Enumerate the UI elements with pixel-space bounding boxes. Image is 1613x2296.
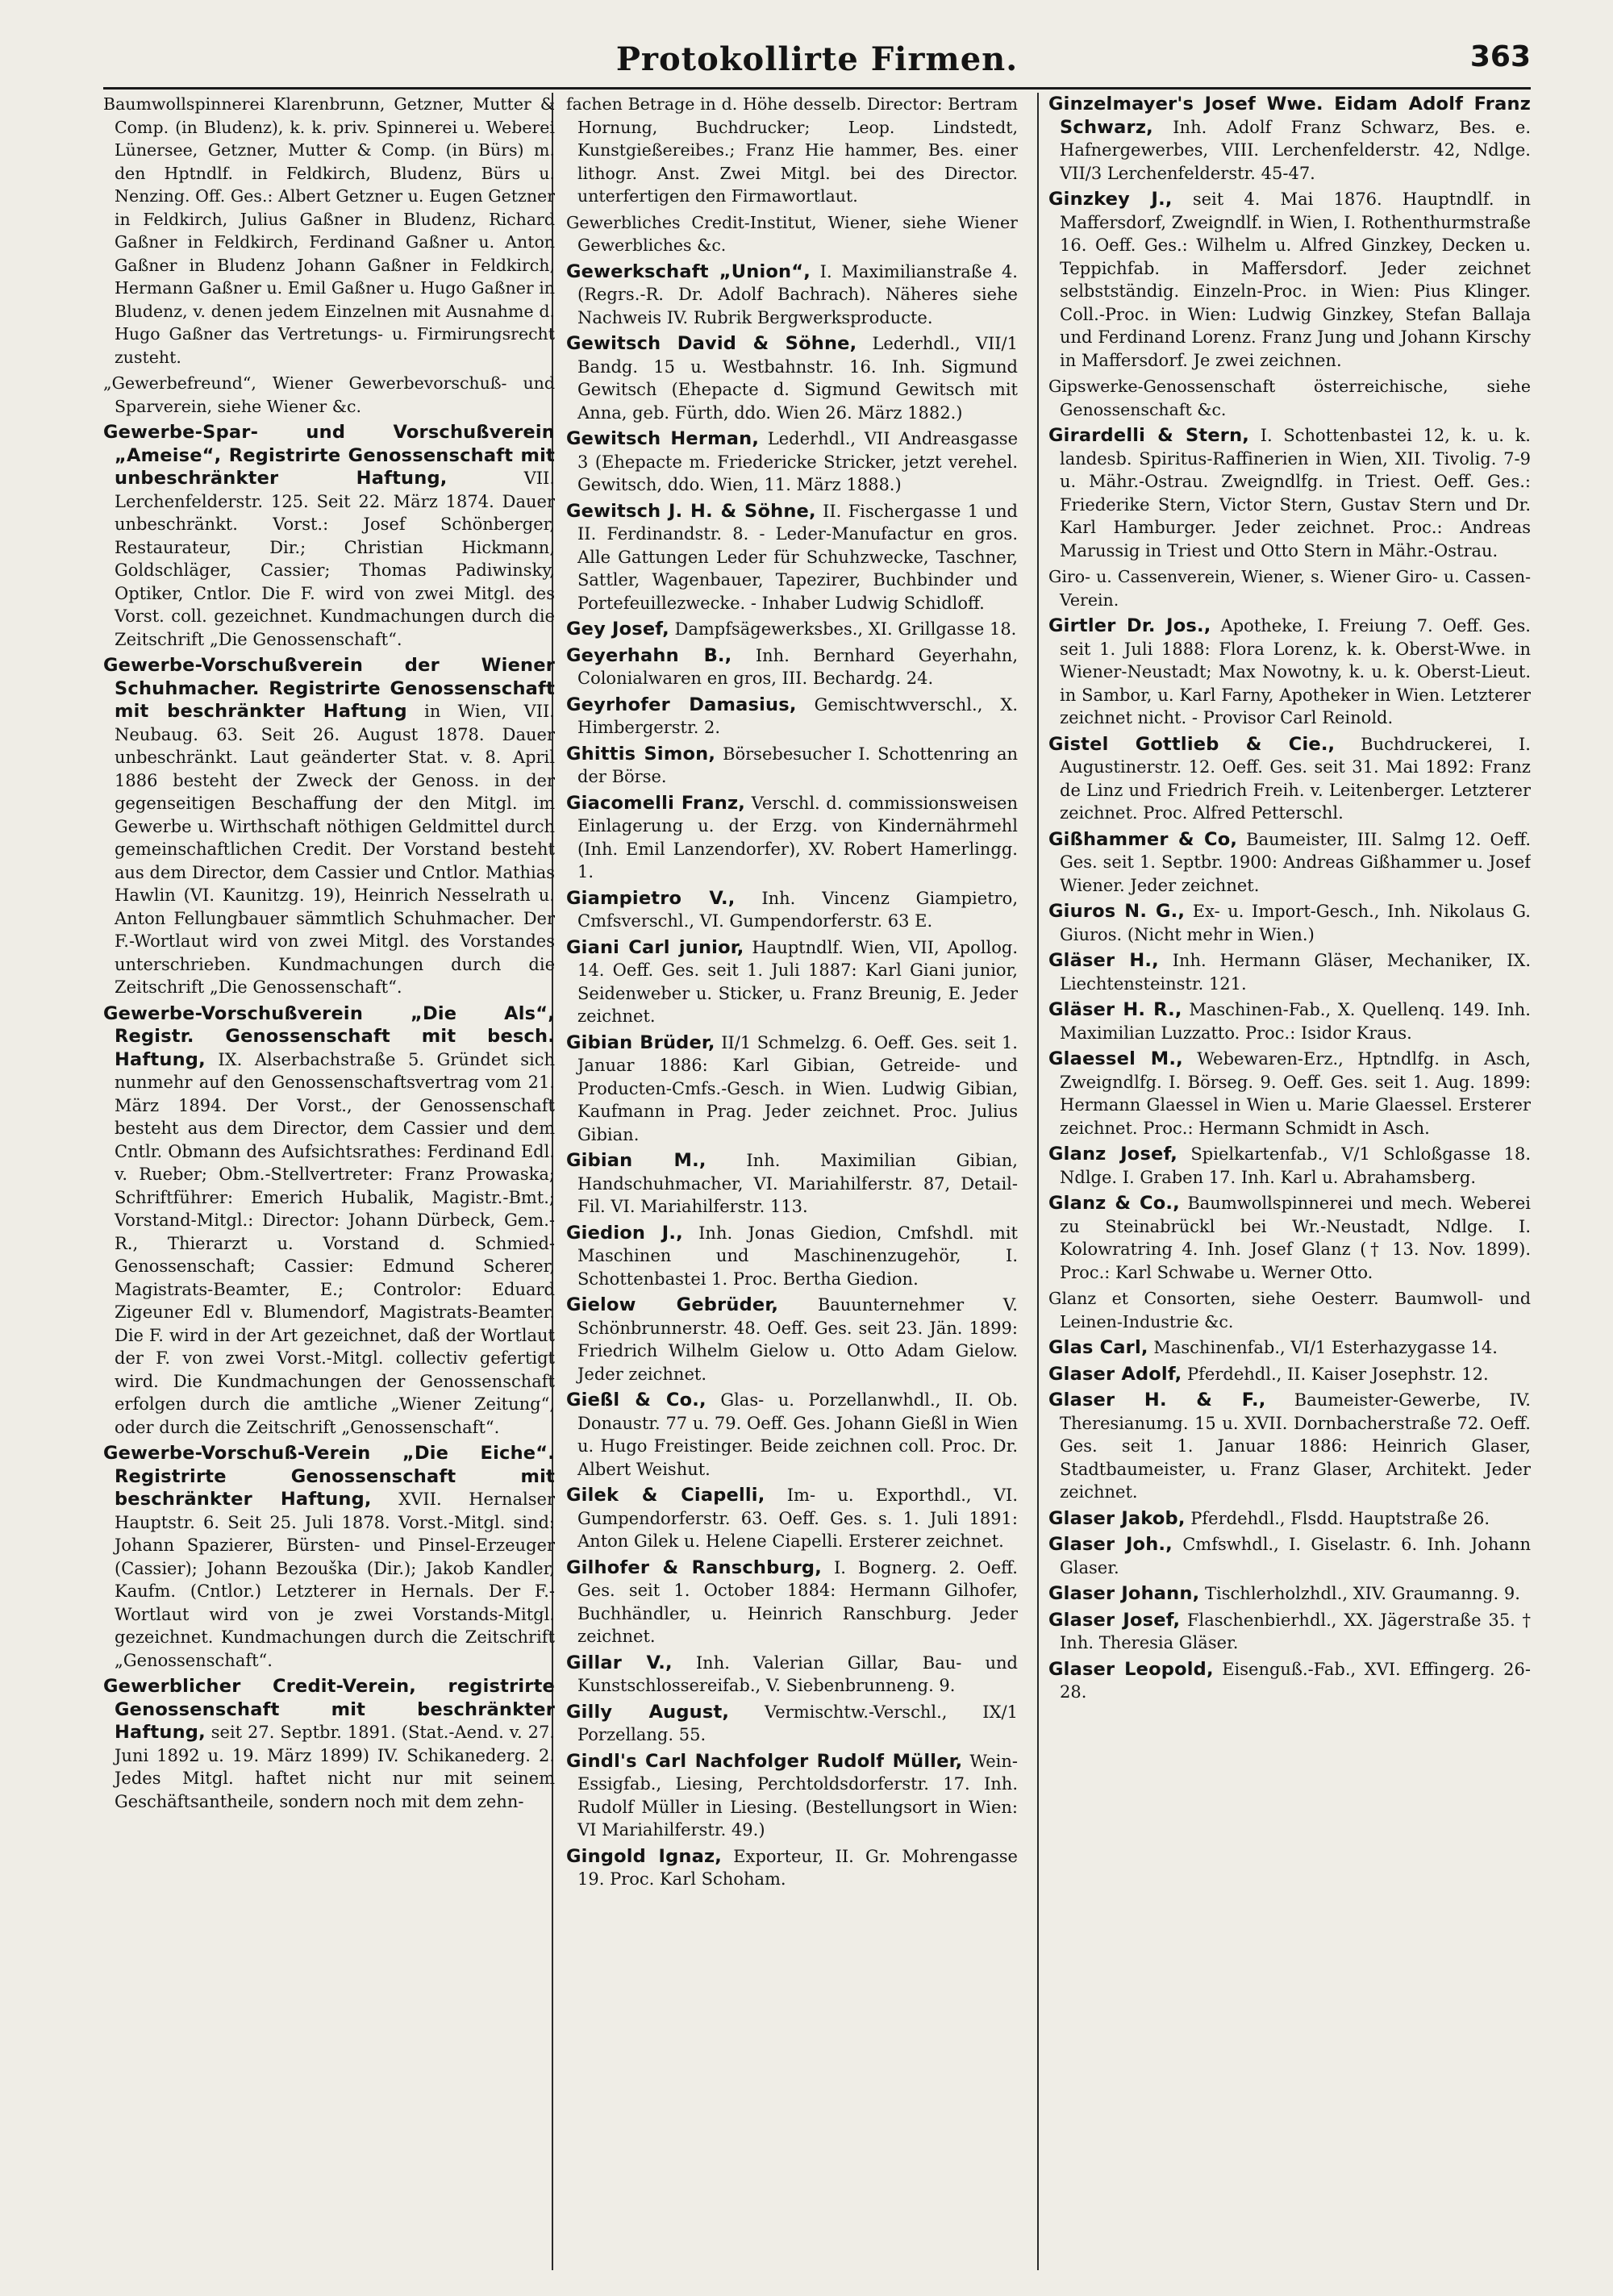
firm-name: Geyrhofer Damasius, [566, 694, 797, 715]
firm-name: Gißhammer & Co, [1048, 828, 1238, 850]
directory-entry [1048, 1363, 1531, 1386]
directory-entry [566, 1389, 1018, 1481]
directory-entry [1048, 1658, 1531, 1704]
entry-text: seit 4. Mai 1876. Hauptndlf. in Maffersdorf, Zweigndlf. in Wien, I. Rothenthurmstraße 16. Oeff. Ges.: Wilhelm u. Alfred Ginzkey, Decken u. Teppichfab. in Maffersdorf. Jeder zeichnet selbstständig. Einzeln-Proc. in Wien: Pius Klinger. Coll.-Proc. in Wien: Ludwig Ginzkey, Stefan Ballaja und Ferdinand Lorenz. Franz Jung und Johann Kirschy in Maffersdorf. Je zwei zeichnen. [1060, 190, 1531, 370]
firm-name: Gewerbe-Vorschußverein der Wiener Schuhmacher. Registrirte Genossenschaft mit beschränkter Haftung [103, 655, 555, 722]
directory-entry [566, 1484, 1018, 1553]
firm-name: Glanz & Co., [1048, 1193, 1180, 1214]
firm-name: Gewerbe-Spar- und Vorschußverein „Ameise“, Registrirte Genossenschaft mit unbeschränkter Haftung, [103, 422, 555, 489]
directory-entry [1048, 1048, 1531, 1140]
directory-entry [566, 1750, 1018, 1842]
firm-name: Gewerbe-Vorschußverein „Die Als“, Registr. Genossenschaft mit besch. Haftung, [103, 1002, 555, 1070]
firm-name: Gewitsch David & Söhne, [566, 333, 857, 354]
directory-entry [1048, 93, 1531, 185]
entry-text: Ex- u. Import-Gesch., Inh. Nikolaus G. Giuros. (Nicht mehr in Wien.) [1060, 902, 1531, 944]
firm-name: Glaser Joh., [1048, 1534, 1173, 1555]
entry-text: seit 27. Septbr. 1891. (Stat.-Aend. v. 27. Juni 1892 u. 19. März 1899) IV. Schikanederg. 2. Jedes Mitgl. haftet nicht nur mit seinem Geschäftsantheile, sondern noch mit dem zehn- [115, 1723, 555, 1811]
entry-text: I. Maximilianstraße 4. (Regrs.-R. Dr. Adolf Bachrach). Näheres siehe Nachweis IV. Rubrik Bergwerksproducte. [577, 261, 1018, 327]
entry-text: Gewerbliches Credit-Institut, Wiener, siehe Wiener Gewerbliches &c. [566, 212, 1018, 255]
entry-text: Lederhdl., VII/1 Bandg. 15 u. Westbahnstr. 16. Inh. Sigmund Gewitsch (Ehepacte d. Sigmund Gewitsch mit Anna, geb. Fürth, ddo. Wien 26. März 1882.) [577, 334, 1018, 423]
entry-text: I. Bognerg. 2. Oeff. Ges. seit 1. October 1884: Hermann Gilhofer, Buchhändler, u. Heinrich Ranschburg. Jeder zeichnet. [577, 1557, 1018, 1646]
entry-text: Baumeister-Gewerbe, IV. Theresianumg. 15 u. XVII. Dornbacherstraße 72. Oeff. Ges. seit 1. Januar 1886: Heinrich Glaser, Stadtbaumeister, u. Franz Glaser, Architekt. Jeder zeichnet. [1060, 1390, 1531, 1502]
directory-entry [1048, 1533, 1531, 1579]
firm-name: Gewerblicher Credit-Verein, registrirte Genossenschaft mit beschränkter Haftung, [103, 1676, 555, 1743]
firm-name: Glaser Adolf, [1048, 1363, 1182, 1385]
firm-name: Giedion J., [566, 1222, 683, 1244]
entry-text: II. Fischergasse 1 und II. Ferdinandstr. 8. - Leder-Manufactur en gros. Alle Gattungen Leder für Schuhzwecke, Taschner, Sattler, Wagenbauer, Tapezirer, Buchbinder und Portefeuillezwecke. - Inhaber Ludwig Schidloff. [577, 501, 1018, 613]
directory-entry [566, 644, 1018, 690]
firm-name: Glaser Josef, [1048, 1609, 1181, 1631]
directory-entry [1048, 1336, 1531, 1360]
entry-text: VII. Lerchenfelderstr. 125. Seit 22. März 1874. Dauer unbeschränkt. Vorst.: Josef Schönberger, Restaurateur, Dir.; Christian Hickmann, Goldschläger, Cassier; Thomas Padiwinsky, Optiker, Cntlor. Die F. wird von zwei Mitgl. des Vorst. coll. gezeichnet. Kundmachungen durch die Zeitschrift „Die Genossenschaft“. [115, 469, 555, 649]
entry-text: Lederhdl., VII Andreasgasse 3 (Ehepacte m. Friedericke Stricker, jetzt verehel. Gewitsch, ddo. Wien, 11. März 1888.) [577, 429, 1018, 494]
firm-name: Gilek & Ciapelli, [566, 1485, 765, 1506]
entry-text: Glas- u. Porzellanwhdl., II. Ob. Donaustr. 77 u. 79. Oeff. Ges. Johann Gießl in Wien u. Hugo Freistinger. Beide zeichnen coll. Proc. Dr. Albert Weishut. [577, 1390, 1018, 1479]
entry-text: Baumeister, III. Salmg 12. Oeff. Ges. seit 1. Septbr. 1900: Andreas Gißhammer u. Josef Wiener. Jeder zeichnet. [1060, 829, 1531, 895]
entry-text: Pferdehdl., II. Kaiser Josephstr. 12. [1187, 1364, 1489, 1384]
directory-entry [1048, 1507, 1531, 1531]
firm-name: Giuros N. G., [1048, 901, 1186, 922]
directory-entry [566, 1652, 1018, 1698]
directory-entry [1048, 1609, 1531, 1655]
entry-text: Gemischtwverschl., X. Himbergerstr. 2. [577, 694, 1018, 737]
firm-name: Ginzkey J., [1048, 189, 1173, 210]
firm-name: Gingold Ignaz, [566, 1845, 723, 1867]
directory-entry [566, 1149, 1018, 1219]
directory-entry [566, 211, 1018, 257]
column-3 [1048, 93, 1531, 2262]
directory-entry [103, 654, 555, 999]
directory-entry [103, 421, 555, 651]
directory-entry [566, 93, 1018, 208]
entry-text: Bauunternehmer V. Schönbrunnerstr. 48. Oeff. Ges. seit 23. Jän. 1899: Friedrich Wilhelm Gielow u. Otto Adam Gielow. Jeder zeichnet. [577, 1295, 1018, 1384]
directory-entry [566, 887, 1018, 933]
firm-name: Gey Josef, [566, 619, 669, 640]
entry-text: Baumwollspinnerei und mech. Weberei zu Steinabrückl bei Wr.-Neustadt, Ndlge. I. Kolowratring 4. Inh. Josef Glanz († 13. Nov. 1899). Proc.: Karl Schwabe u. Werner Otto. [1060, 1194, 1531, 1282]
directory-entry [1048, 1389, 1531, 1504]
firm-name: Girtler Dr. Jos., [1048, 615, 1211, 636]
firm-name: Gilly August, [566, 1701, 730, 1723]
entry-text: fachen Betrage in d. Höhe desselb. Director: Bertram Hornung, Buchdrucker; Leop. Lindstedt, Kunstgießereibes.; Franz Hie hammer, Bes. einer lithogr. Anst. Zwei Mitgl. bei des Director. unterfertigen den Firmawortlaut. [566, 94, 1018, 206]
entry-text: Flaschenbierhdl., XX. Jägerstraße 35. † Inh. Theresia Gläser. [1060, 1610, 1531, 1652]
entry-text: Inh. Bernhard Geyerhahn, Colonialwaren en gros, III. Bechardg. 24. [577, 645, 1018, 688]
entry-text: Inh. Jonas Giedion, Cmfshdl. mit Maschinen und Maschinenzugehör, I. Schottenbastei 1. Proc. Bertha Giedion. [577, 1223, 1018, 1289]
entry-text: Apotheke, I. Freiung 7. Oeff. Ges. seit 1. Juli 1888: Flora Lorenz, k. k. Oberst-Wwe. in Wiener-Neustadt; Max Nowotny, k. u. k. Oberst-Lieut. in Sambor, u. Karl Farny, Apotheker in Wien. Letzterer zeichnet nicht. - Provisor Carl Reinold. [1060, 616, 1531, 727]
directory-entry [566, 792, 1018, 884]
entry-text: Wein-Essigfab., Liesing, Perchtoldsdorferstr. 17. Inh. Rudolf Müller in Liesing. (Bestellungsort in Wien: VI Mariahilferstr. 49.) [577, 1751, 1018, 1840]
directory-entry [1048, 998, 1531, 1044]
directory-entry [566, 694, 1018, 740]
entry-text: Inh. Vincenz Giampietro, Cmfsverschl., VI. Gumpendorferstr. 63 E. [577, 888, 1018, 931]
entry-text: Maschinenfab., VI/1 Esterhazygasse 14. [1153, 1338, 1498, 1357]
entry-text: II/1 Schmelzg. 6. Oeff. Ges. seit 1. Januar 1886: Karl Gibian, Getreide- und Producten-Cmfs.-Gesch. in Wien. Ludwig Gibian, Kaufmann in Prag. Jeder zeichnet. Proc. Julius Gibian. [577, 1032, 1018, 1144]
entry-text: Hauptndlf. Wien, VII, Apollog. 14. Oeff. Ges. seit 1. Juli 1887: Karl Giani junior, Seidenweber u. Sticker, u. Franz Breunig, E. Jeder zeichnet. [577, 937, 1018, 1026]
firm-name: Ghittis Simon, [566, 743, 716, 765]
entry-text: Cmfswhdl., I. Giselastr. 6. Inh. Johann Glaser. [1060, 1535, 1531, 1577]
entry-text: Eisenguß.-Fab., XVI. Effingerg. 26-28. [1060, 1659, 1531, 1702]
directory-entry [566, 1556, 1018, 1648]
directory-entry [1048, 1143, 1531, 1189]
directory-entry [103, 372, 555, 418]
directory-entry [566, 1701, 1018, 1747]
directory-entry [103, 93, 555, 369]
directory-entry [1048, 900, 1531, 946]
firm-name: Glanz Josef, [1048, 1144, 1178, 1165]
firm-name: Glas Carl, [1048, 1337, 1148, 1358]
firm-name: Gewerbe-Vorschuß-Verein „Die Eiche“. Registrirte Genossenschaft mit beschränkter Haftung, [103, 1443, 555, 1510]
firm-name: Gläser H. R., [1048, 999, 1182, 1020]
firm-name: Glaser Leopold, [1048, 1658, 1214, 1680]
directory-entry [1048, 1287, 1531, 1333]
entry-text: Börsebesucher I. Schottenring an der Börse. [577, 744, 1018, 786]
entry-text: Inh. Adolf Franz Schwarz, Bes. e. Hafnergewerbes, VIII. Lerchenfelderstr. 42, Ndlge. VII/3 Lerchenfelderstr. 45-47. [1060, 117, 1531, 183]
directory-entry [1048, 615, 1531, 730]
entry-text: XVII. Hernalser Hauptstr. 6. Seit 25. Juli 1878. Vorst.-Mitgl. sind: Johann Spazierer, Bürsten- und Pinsel-Erzeuger (Cassier); Johann Bezouška (Dir.); Jakob Kandler, Kaufm. (Cntlor.) Letzterer in Hernals. Der F.-Wortlaut wird von je zwei Vorstands-Mitgl. gezeichnet. Kundmachungen durch die Zeitschrift „Genossenschaft“. [115, 1490, 555, 1670]
directory-entry [566, 260, 1018, 330]
entry-text: „Gewerbefreund“, Wiener Gewerbevorschuß- und Sparverein, siehe Wiener &c. [103, 373, 555, 416]
entry-text: Webewaren-Erz., Hptndlfg. in Asch, Zweigndlfg. I. Börseg. 9. Oeff. Ges. seit 1. Aug. 1899: Hermann Glaessel in Wien u. Marie Glaessel. Ersterer zeichnet. Proc.: Hermann Schmidt in Asch. [1060, 1049, 1531, 1138]
entry-text: Vermischtw.-Verschl., IX/1 Porzellang. 55. [577, 1702, 1018, 1744]
firm-name: Glaser Johann, [1048, 1583, 1200, 1604]
directory-entry [1048, 188, 1531, 372]
entry-text: Tischlerholzhdl., XIV. Graumanng. 9. [1205, 1584, 1520, 1603]
page-number: 363 [1469, 40, 1531, 73]
directory-entry [566, 1845, 1018, 1891]
firm-name: Ginzelmayer's Josef Wwe. Eidam Adolf Franz Schwarz, [1048, 94, 1531, 138]
entry-text: in Wien, VII. Neubaug. 63. Seit 26. August 1878. Dauer unbeschränkt. Laut geänderter Stat. v. 8. April 1886 besteht der Zweck der Genoss. in der gegenseitigen Beschaffung der den Mitgl. im Gewerbe u. Wirthschaft nöthigen Geldmittel durch gemeinschaftlichen Credit. Der Vorstand besteht aus dem Director, dem Cassier und Cntlor. Mathias Hawlin (VI. Kaunitzg. 19), Heinrich Nesselrath u. Anton Fellungbauer sämmtlich Schuhmacher. Der F.-Wortlaut wird von zwei Mitgl. des Vorstandes unterschrieben. Kundmachungen durch die Zeitschrift „Die Genossenschaft“. [115, 702, 555, 997]
entry-text: Inh. Valerian Gillar, Bau- und Kunstschlossereifab., V. Siebenbrunneng. 9. [577, 1652, 1018, 1695]
directory-entry [566, 743, 1018, 789]
directory-entry [103, 1675, 555, 1813]
firm-name: Gläser H., [1048, 950, 1159, 971]
firm-name: Glaser Jakob, [1048, 1507, 1186, 1529]
entry-text: I. Schottenbastei 12, k. u. k. landesb. Spiritus-Raffinerien in Wien, XII. Tivolig. 7-9 u. Mähr.-Ostrau. Zweigndlfg. in Triest. Oeff. Ges.: Friederike Stern, Victor Stern, Gustav Stern und Dr. Karl Hamburger. Jeder zeichnet. Proc.: Andreas Marussig in Triest und Otto Stern in Mähr.-Ostrau. [1060, 426, 1531, 560]
directory-entry [566, 1031, 1018, 1147]
entry-text: Buchdruckerei, I. Augustinerstr. 12. Oeff. Ges. seit 31. Mai 1892: Franz de Linz und Friedrich Freih. v. Leitenberger. Letzterer zeichnet. Proc. Alfred Petterschl. [1060, 734, 1531, 823]
page-header [103, 39, 1531, 90]
directory-entry [1048, 828, 1531, 898]
entry-text: Gipswerke-Genossenschaft österreichische, siehe Genossenschaft &c. [1048, 377, 1531, 419]
directory-entry [1048, 1192, 1531, 1284]
directory-entry [566, 1294, 1018, 1386]
entry-text: Pferdehdl., Flsdd. Hauptstraße 26. [1190, 1508, 1490, 1528]
firm-name: Giampietro V., [566, 887, 736, 909]
entry-text: Dampfsägewerksbes., XI. Grillgasse 18. [674, 619, 1017, 639]
entry-text: Verschl. d. commissionsweisen Einlagerung u. der Erzg. von Kindernährmehl (Inh. Emil Lanzendorfer), XV. Robert Hamerlingg. 1. [577, 793, 1018, 881]
entry-text: Inh. Maximilian Gibian, Handschuhmacher, VI. Mariahilferstr. 87, Detail-Fil. VI. Mariahilferstr. 113. [577, 1151, 1018, 1216]
entry-text: Im- u. Exporthdl., VI. Gumpendorferstr. 63. Oeff. Ges. s. 1. Juli 1891: Anton Gilek u. Helene Ciapelli. Ersterer zeichnet. [577, 1486, 1018, 1551]
firm-name: Gewerkschaft „Union“, [566, 260, 811, 282]
directory-entry [103, 1002, 555, 1440]
directory-entry [1048, 424, 1531, 562]
directory-entry [566, 936, 1018, 1028]
firm-name: Gewitsch Herman, [566, 428, 760, 449]
column-divider [1037, 93, 1039, 2270]
directory-entry [103, 1442, 555, 1672]
directory-entry [566, 500, 1018, 615]
directory-entry [566, 332, 1018, 424]
directory-entry [1048, 733, 1531, 825]
firm-name: Gistel Gottlieb & Cie., [1048, 733, 1336, 755]
firm-name: Giani Carl junior, [566, 936, 744, 958]
entry-text: Baumwollspinnerei Klarenbrunn, Getzner, Mutter & Comp. (in Bludenz), k. k. priv. Spinnerei u. Weberei Lünersee, Getzner, Mutter & Comp. (in Bürs) m. den Hptndlf. in Feldkirch, Bludenz, Bürs u. Nenzing. Off. Ges.: Albert Getzner u. Eugen Getzner in Feldkirch, Julius Gaßner in Bludenz, Richard Gaßner in Feldkirch, Ferdinand Gaßner u. Anton Gaßner in Bludenz Johann Gaßner in Feldkirch, Hermann Gaßner u. Emil Gaßner u. Hugo Gaßner in Bludenz, v. denen jedem Einzelnen mit Ausnahme d. Hugo Gaßner das Vertretungs- u. Firmirungsrecht zusteht. [103, 94, 555, 367]
firm-name: Gibian Brüder, [566, 1031, 715, 1053]
directory-entry [1048, 1582, 1531, 1606]
entry-text: IX. Alserbachstraße 5. Gründet sich nunmehr auf den Genossenschaftsvertrag vom 21. März 1894. Der Vorst., der Genossenschaft besteht aus dem Director, dem Cassier und dem Cntlr. Obmann des Aufsichtsrathes: Ferdinand Edl. v. Rueber; Obm.-Stellvertreter: Franz Prowaska; Schriftführer: Emerich Hubalik, Magistr.-Bmt.; Vorstand-Mitgl.: Director: Johann Dürbeck, Gem.-R., Thierarzt u. Vorstand d. Schmied-Genossenschaft; Cassier: Edmund Scherer, Magistrats-Beamter, E.; Controlor: Eduard Zigeuner Edl v. Blumendorf, Magistrats-Beamter. Die F. wird in der Art gezeichnet, daß der Wortlaut der F. von zwei Vorst.-Mitgl. collectiv gefertigt wird. Die Kundmachungen der Genossenschaft erfolgen durch die amtliche „Wiener Zeitung“, oder durch die Zeitschrift „Genossenschaft“. [115, 1049, 555, 1437]
firm-name: Girardelli & Stern, [1048, 425, 1250, 446]
directory-entry [566, 427, 1018, 497]
directory-entry [566, 618, 1018, 641]
column-2 [566, 93, 1018, 2262]
firm-name: Gibian M., [566, 1150, 706, 1171]
firm-name: Gindl's Carl Nachfolger Rudolf Müller, [566, 1750, 963, 1772]
firm-name: Geyerhahn B., [566, 644, 732, 666]
firm-name: Gilhofer & Ranschburg, [566, 1556, 822, 1578]
column-1 [103, 93, 555, 2262]
entry-text: Glanz et Consorten, siehe Oesterr. Baumwoll- und Leinen-Industrie &c. [1048, 1289, 1531, 1331]
firm-name: Gießl & Co., [566, 1390, 706, 1411]
firm-name: Giacomelli Franz, [566, 792, 745, 814]
firm-name: Gewitsch J. H. & Söhne, [566, 500, 816, 522]
entry-text: Spielkartenfab., V/1 Schloßgasse 18. Ndlge. I. Graben 17. Inh. Karl u. Abrahamsberg. [1060, 1144, 1531, 1187]
directory-entry [1048, 949, 1531, 995]
firm-name: Gielow Gebrüder, [566, 1294, 779, 1315]
firm-name: Gillar V., [566, 1652, 673, 1673]
directory-entry [566, 1222, 1018, 1291]
entry-text: Giro- u. Cassenverein, Wiener, s. Wiener Giro- u. Cassen-Verein. [1048, 567, 1531, 610]
firm-name: Glaessel M., [1048, 1048, 1183, 1069]
directory-entry [1048, 375, 1531, 421]
firm-name: Glaser H. & F., [1048, 1390, 1266, 1411]
entry-text: Exporteur, II. Gr. Mohrengasse 19. Proc. Karl Schoham. [577, 1846, 1018, 1889]
directory-entry [1048, 565, 1531, 611]
entry-text: Inh. Hermann Gläser, Mechaniker, IX. Liechtensteinstr. 121. [1060, 951, 1531, 994]
entry-text: Maschinen-Fab., X. Quellenq. 149. Inh. Maximilian Luzzatto. Proc.: Isidor Kraus. [1060, 1000, 1531, 1043]
page-title: Protokollirte Firmen. [615, 40, 1019, 78]
